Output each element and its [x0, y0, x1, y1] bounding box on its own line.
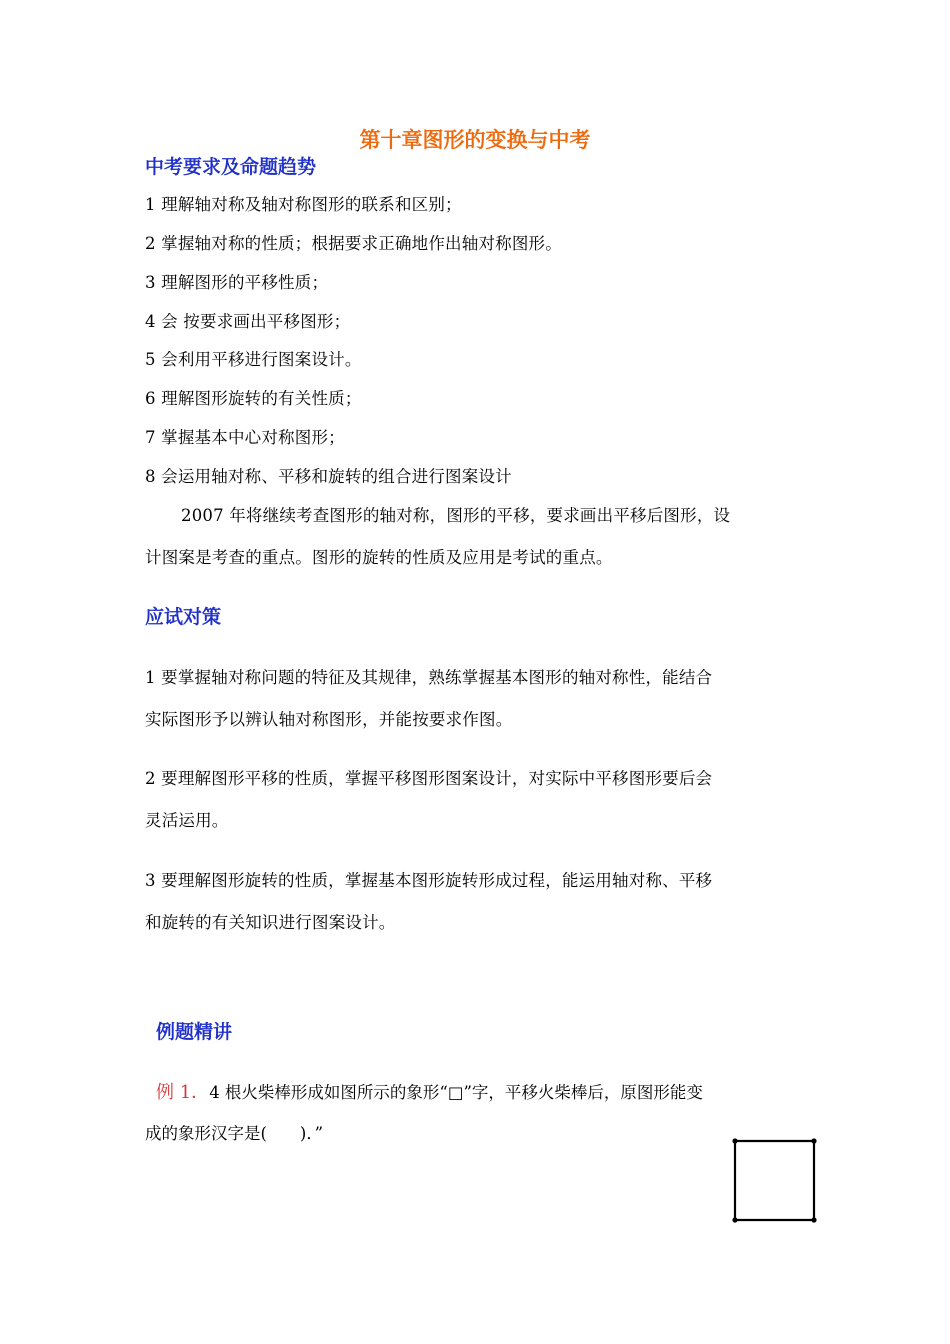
- example-label: 例 1．: [156, 1082, 210, 1103]
- requirement-item-1: 1 理解轴对称及轴对称图形的联系和区别；: [145, 195, 462, 214]
- requirement-item-5: 5 会利用平移进行图案设计。: [145, 350, 362, 369]
- requirement-item-3: 3 理解图形的平移性质；: [145, 273, 329, 292]
- example-1-text: 4 根火柴棒形成如图所示的象形“□”字，平移火柴棒后，原图形能变: [209, 1083, 703, 1102]
- requirement-item-4: 4 会 按要求画出平移图形；: [145, 312, 351, 331]
- page-title: 第十章图形的变换与中考: [359, 128, 591, 152]
- strategy-1-line-1: 1 要掌握轴对称问题的特征及其规律，熟练掌握基本图形的轴对称性，能结合: [145, 668, 713, 687]
- example-1-line-2: 成的象形汉字是( )．”: [145, 1124, 324, 1143]
- matchstick-square-icon: [730, 1136, 820, 1226]
- strategy-3-line-1: 3 要理解图形旋转的性质，掌握基本图形旋转形成过程，能运用轴对称、平移: [145, 871, 713, 890]
- example-1-line-1: [156, 1078, 703, 1104]
- strategy-1-line-2: 实际图形予以辨认轴对称图形，并能按要求作图。: [145, 710, 513, 729]
- requirement-item-2: 2 掌握轴对称的性质；根据要求正确地作出轴对称图形。: [145, 234, 562, 253]
- section-heading-examples: 例题精讲: [156, 1021, 233, 1043]
- trend-paragraph-line-1: 2007 年将继续考查图形的轴对称，图形的平移，要求画出平移后图形，设: [181, 506, 731, 525]
- section-heading-requirements: 中考要求及命题趋势: [145, 156, 317, 178]
- strategy-3-line-2: 和旋转的有关知识进行图案设计。: [145, 913, 396, 932]
- requirement-item-6: 6 理解图形旋转的有关性质；: [145, 389, 362, 408]
- requirement-item-8: 8 会运用轴对称、平移和旋转的组合进行图案设计: [145, 467, 512, 486]
- trend-paragraph-line-2: 计图案是考查的重点。图形的旋转的性质及应用是考试的重点。: [145, 548, 613, 567]
- section-heading-strategy: 应试对策: [145, 606, 222, 628]
- strategy-2-line-1: 2 要理解图形平移的性质，掌握平移图形图案设计，对实际中平移图形要后会: [145, 769, 713, 788]
- requirement-item-7: 7 掌握基本中心对称图形；: [145, 428, 345, 447]
- strategy-2-line-2: 灵活运用。: [145, 811, 229, 830]
